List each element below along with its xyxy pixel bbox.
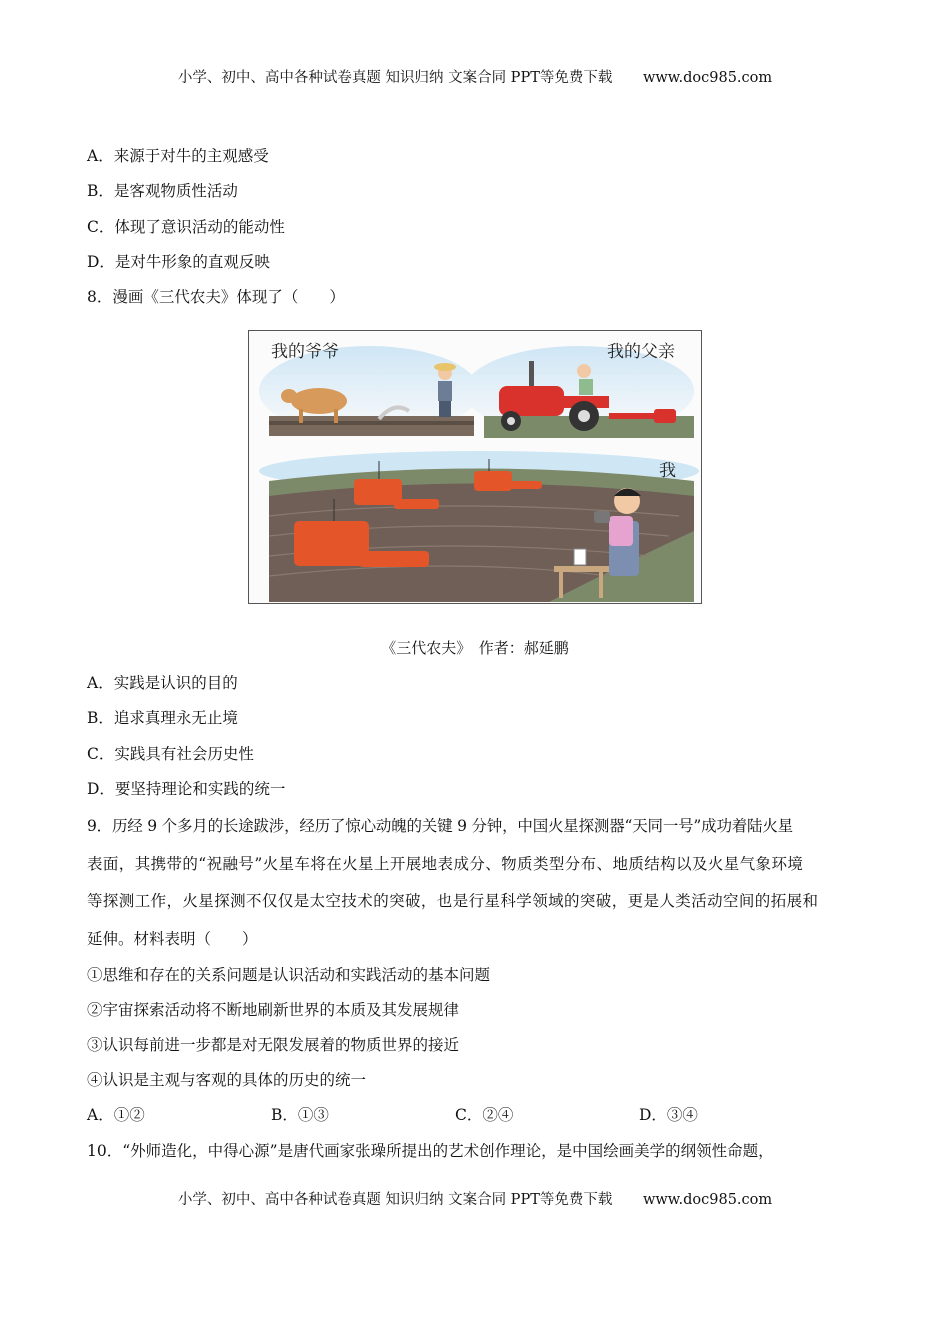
q9-statement-3: ③认识每前进一步都是对无限发展着的物质世界的接近 <box>87 1036 460 1054</box>
q9-stem-line: 等探测工作，火星探测不仅仅是太空技术的突破，也是行星科学领域的突破，更是人类活动空间的拓展和 <box>87 892 819 910</box>
header-text: 小学、初中、高中各种试卷真题 知识归纳 文案合同 PPT等免费下载 <box>177 70 613 86</box>
page-header <box>0 68 950 88</box>
label-grandpa: 我的爷爷 <box>271 342 339 362</box>
comic-three-generation-farmers <box>248 330 702 604</box>
q9-option-a: A．①② <box>87 1106 145 1124</box>
q8-option-a: A．实践是认识的目的 <box>87 674 238 692</box>
q10-stem-line: 10．“外师造化，中得心源”是唐代画家张璪所提出的艺术创作理论，是中国绘画美学的纲领性命题， <box>87 1142 774 1160</box>
q9-statement-4: ④认识是主观与客观的具体的历史的统一 <box>87 1071 367 1089</box>
q9-stem-line: 表面，其携带的“祝融号”火星车将在火星上开展地表成分、物质类型分布、地质结构以及火星气象环境 <box>87 855 804 873</box>
q9-stem-line: 9．历经 9 个多月的长途跋涉，经历了惊心动魄的关键 9 分钟，中国火星探测器“天同一号”成功着陆火星 <box>87 817 793 835</box>
footer-site-link[interactable]: www.doc985.com <box>642 1192 773 1208</box>
header-site-link[interactable]: www.doc985.com <box>642 70 773 86</box>
comic-caption: 《三代农夫》 作者：郝延鹏 <box>381 639 569 657</box>
footer-text: 小学、初中、高中各种试卷真题 知识归纳 文案合同 PPT等免费下载 <box>177 1192 613 1208</box>
q9-option-b: B．①③ <box>271 1106 329 1124</box>
q7-option-a: A．来源于对牛的主观感受 <box>87 147 269 165</box>
q9-stem-line: 延伸。材料表明（ ） <box>87 930 258 948</box>
q8-option-b: B．追求真理永无止境 <box>87 709 238 727</box>
q8-option-d: D．要坚持理论和实践的统一 <box>87 780 286 798</box>
q9-option-c: C．②④ <box>455 1106 514 1124</box>
q8-stem: 8．漫画《三代农夫》体现了（ ） <box>87 288 345 306</box>
label-me: 我 <box>659 461 676 481</box>
q7-option-c: C．体现了意识活动的能动性 <box>87 218 285 236</box>
q8-option-c: C．实践具有社会历史性 <box>87 745 254 763</box>
comic-illustration <box>249 331 700 602</box>
q7-option-b: B．是客观物质性活动 <box>87 182 238 200</box>
page-footer <box>0 1190 950 1210</box>
q9-option-d: D．③④ <box>639 1106 698 1124</box>
q9-statement-1: ①思维和存在的关系问题是认识活动和实践活动的基本问题 <box>87 966 491 984</box>
q7-option-d: D．是对牛形象的直观反映 <box>87 253 270 271</box>
q9-statement-2: ②宇宙探索活动将不断地刷新世界的本质及其发展规律 <box>87 1001 460 1019</box>
label-father: 我的父亲 <box>607 342 675 362</box>
